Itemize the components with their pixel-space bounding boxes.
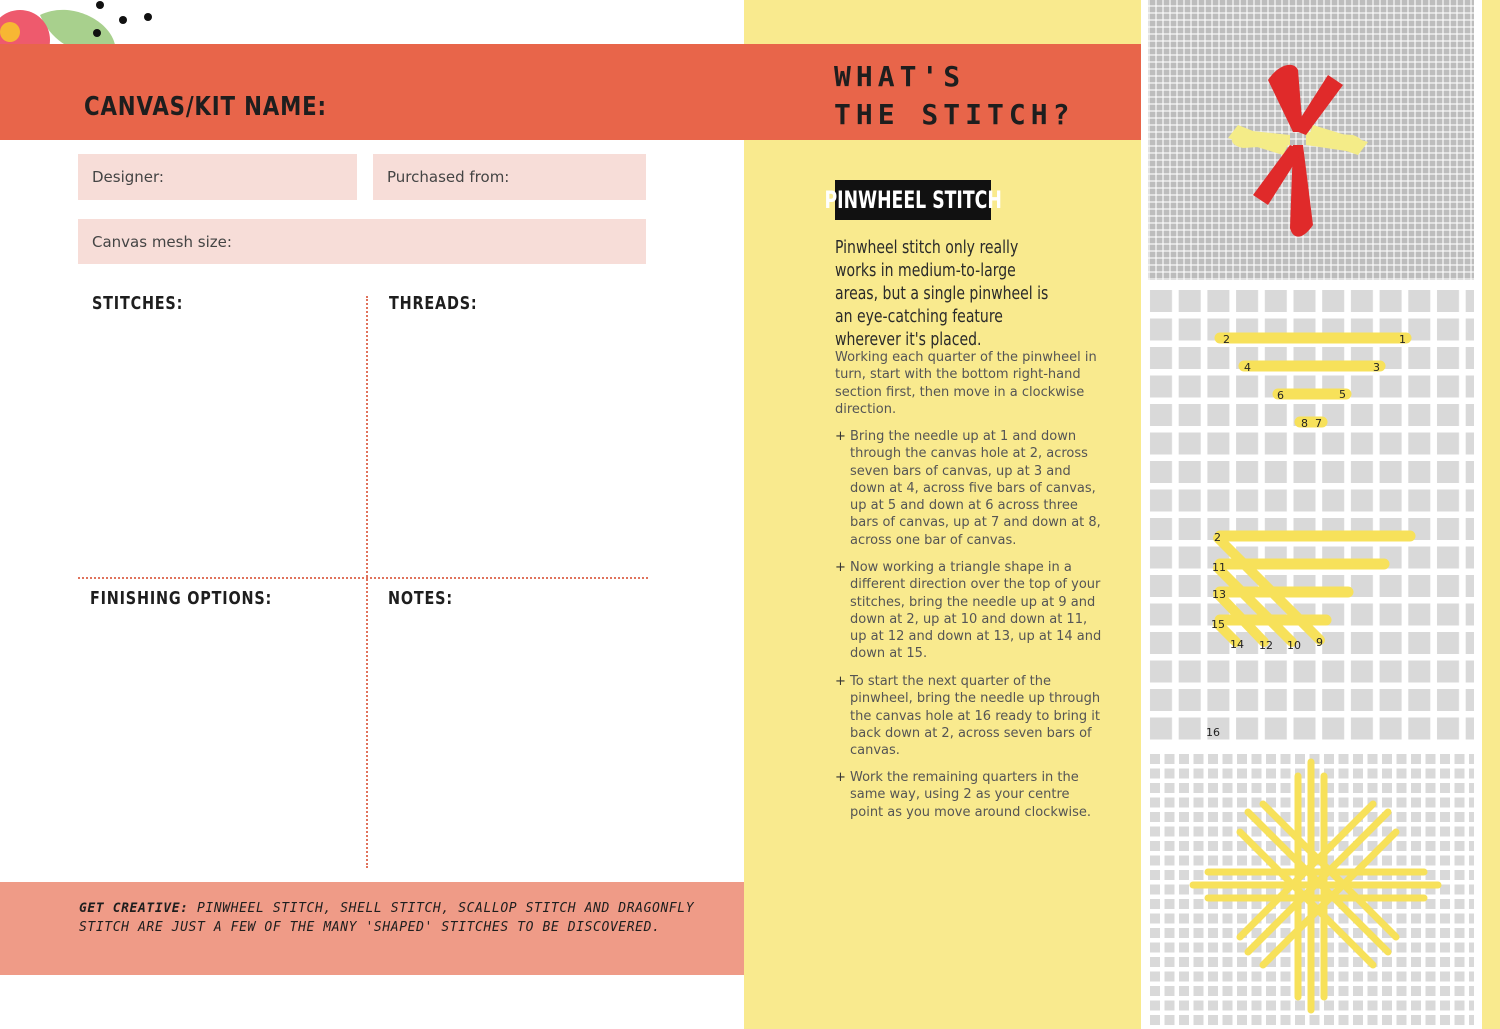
designer-field[interactable]: Designer: [78,154,357,200]
bullet-icon: + [835,674,846,689]
bullet-icon: + [835,560,846,575]
dot-shape [93,29,101,37]
tip-lead: GET CREATIVE: [79,901,189,916]
tip-text [79,900,699,937]
title-line-1: WHAT'S [834,60,966,93]
stitch-number: 2 [1214,531,1221,544]
page-title: CANVAS/KIT NAME: [84,92,327,122]
stitches-label: STITCHES: [92,293,184,314]
pinwheel-photo [1148,0,1474,280]
finishing-options-label: FINISHING OPTIONS: [90,588,273,609]
page-edge [1482,0,1500,1029]
step-text: Now working a triangle shape in a different direction over the top of your stitches, bring the needle up at 9 and down at 2, up at 10 and down at 11, up at 12 and down at 13, up at 14 and down at 15. [850,560,1102,662]
step-item [835,428,1103,549]
stitch-number: 14 [1230,638,1244,651]
horizontal-divider [78,577,648,579]
stitch-number: 4 [1244,361,1251,374]
step-item [835,559,1103,663]
howto-text: Working each quarter of the pinwheel in turn, start with the bottom right-hand section first, then move in a clockwise direction. [835,350,1097,417]
stitch-number: 2 [1223,333,1230,346]
step-text: To start the next quarter of the pinwheel, bring the needle up through the canvas hole at 16 ready to bring it back down at 2, across seven bars of canvas. [850,674,1101,759]
stitch-diagram-1 [1148,288,1474,743]
yarn-stitch [1268,65,1303,132]
stitch-number: 13 [1212,588,1226,601]
yarn-stitch [1308,125,1368,155]
stitch-number: 8 [1301,417,1308,430]
step-item [835,769,1103,821]
pinwheel-yarn-image [1148,0,1474,280]
dot-shape [96,1,104,9]
stitch-number: 11 [1212,561,1226,574]
stitch-number: 5 [1339,388,1346,401]
purchased-from-field[interactable]: Purchased from: [373,154,646,200]
stitch-number: 1 [1399,333,1406,346]
dot-shape [119,16,127,24]
stitch-name: PINWHEEL STITCH [824,186,1002,214]
threads-label: THREADS: [389,293,478,314]
tip-body: PINWHEEL STITCH, SHELL STITCH, SCALLOP STITCH AND DRAGONFLY STITCH ARE JUST A FEW OF THE MANY 'SHAPED' STITCHES TO BE DISCOVERED. [79,901,695,935]
stitch-number: 9 [1316,636,1323,649]
pinwheel-diagram [1148,752,1474,1029]
step-item [835,673,1103,759]
stitch-number: 6 [1277,389,1284,402]
stitch-number: 12 [1259,639,1273,652]
bullet-icon: + [835,770,846,785]
step-text: Work the remaining quarters in the same way, using 2 as your centre point as you move around clockwise. [850,770,1091,820]
notes-label: NOTES: [388,588,453,609]
section-title [834,58,1074,134]
title-line-2: THE STITCH? [834,98,1075,131]
dot-shape [144,13,152,21]
intro-text: Pinwheel stitch only really works in medium-to-large areas, but a single pinwheel is an eye-catching feature wherever it's placed. [835,237,1049,350]
stitch-number: 16 [1206,726,1220,739]
stitch-number: 3 [1373,361,1380,374]
step-text: Bring the needle up at 1 and down through the canvas hole at 2, across seven bars of canvas, up at 3 and down at 4, across five bars of canvas, up at 5 and down at 6 across three bars of canvas, up at 7 and down at 8, across one bar of canvas. [850,429,1101,548]
stitch-number: 7 [1315,417,1322,430]
canvas-mesh-size-field[interactable]: Canvas mesh size: [78,219,646,264]
stitch-number: 10 [1287,639,1301,652]
bullet-icon: + [835,429,846,444]
stitch-name-badge [824,180,1002,220]
stitch-number: 15 [1211,618,1225,631]
vertical-divider [366,296,368,868]
flower-center [0,22,20,42]
canvas-grid [1148,288,1474,743]
